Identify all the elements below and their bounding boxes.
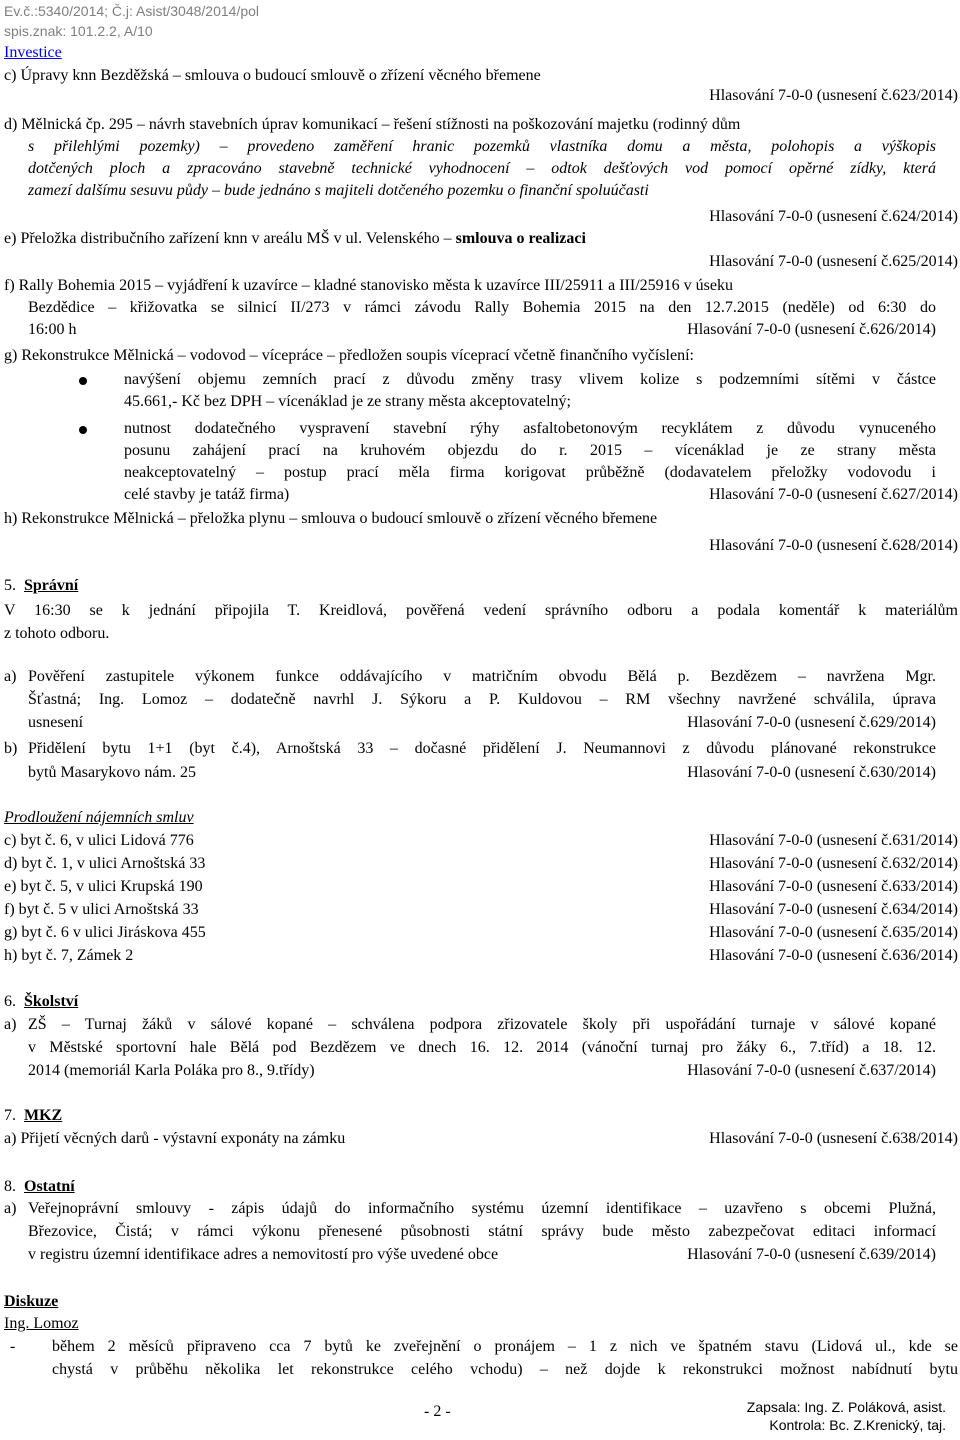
section-title: Ostatní <box>24 1178 75 1195</box>
item-text-line: zamezí dalšímu sesuvu půdy – bude jednáno s majiteli dotčeného pozemku o finanční spoluúčasti <box>28 182 649 199</box>
item-f-investice-body <box>28 298 936 340</box>
reference-number: Ev.č.:5340/2014; Č.j: Asist/3048/2014/pol <box>4 3 260 19</box>
vote-result: Hlasování 7-0-0 (usnesení č.625/2014) <box>709 253 958 270</box>
bullet-icon <box>78 425 88 435</box>
item-marker: a) <box>4 1200 17 1217</box>
vote-result: Hlasování 7-0-0 (usnesení č.636/2014) <box>709 947 958 964</box>
item-text-line: dotčených ploch a zpracováno stavebně technické vyhodnocení – odtok dešťových vod pomocí opěrné zídky, která <box>28 160 936 177</box>
item-f-investice <box>4 276 958 296</box>
checked-by: Kontrola: Bc. Z.Krenický, taj. <box>769 1417 946 1433</box>
vote-result: Hlasování 7-0-0 (usnesení č.634/2014) <box>709 901 958 918</box>
lease-item: e) byt č. 5, v ulici Krupská 190 Hlasování 7-0-0 (usnesení č.633/2014) <box>4 878 958 895</box>
item-e-investice <box>4 229 958 272</box>
bullet-line: nutnost dodatečného vyspravení stavební rýhy asfaltobetonovým recyklátem z důvodu vynuceného <box>124 420 936 437</box>
item-a-ostatni-body: Veřejnoprávní smlouvy - zápis údajů do informačního systému územní identifikace – uzavřeno s obcemi Plužná, Březovice, Čistá; v rámci výkonu přenesené působnosti státní správy bude město zabezpečovat editaci informací v registru územní identifikace adres a nemovitostí pro výše uvedené obce Hlasování 7-0-0 (usnesení č.639/2014) <box>28 1200 936 1263</box>
item-text-line: 16:00 h <box>28 321 77 338</box>
section-6-heading: 6. Školství <box>4 993 79 1010</box>
section-link-investice[interactable] <box>4 43 958 63</box>
vote-result: Hlasování 7-0-0 (usnesení č.623/2014) <box>709 87 958 104</box>
lease-item: f) byt č. 5 v ulici Arnoštská 33 Hlasování 7-0-0 (usnesení č.634/2014) <box>4 901 958 918</box>
section-title: Správní <box>24 577 79 594</box>
vote-result: Hlasování 7-0-0 (usnesení č.627/2014) <box>709 486 958 503</box>
item-marker: a) <box>4 1016 17 1033</box>
item-c-investice <box>4 66 958 106</box>
item-text: Přeložka distribučního zařízení knn v areálu MŠ v ul. Velenského – <box>20 230 456 247</box>
vote-result: Hlasování 7-0-0 (usnesení č.626/2014) <box>687 321 936 338</box>
footer-signatures <box>686 1398 946 1434</box>
vote-result: Hlasování 7-0-0 (usnesení č.632/2014) <box>709 855 958 872</box>
vote-result: Hlasování 7-0-0 (usnesení č.624/2014) <box>709 208 958 225</box>
vote-result: Hlasování 7-0-0 (usnesení č.635/2014) <box>709 924 958 941</box>
discussion-heading: Diskuze <box>4 1293 59 1310</box>
item-d-investice-body <box>28 137 936 201</box>
vote-result: Hlasování 7-0-0 (usnesení č.631/2014) <box>709 832 958 849</box>
bullet-icon <box>78 376 88 386</box>
lease-item: h) byt č. 7, Zámek 2 Hlasování 7-0-0 (usnesení č.636/2014) <box>4 947 958 964</box>
vote-result: Hlasování 7-0-0 (usnesení č.639/2014) <box>687 1246 936 1263</box>
lease-item: c) byt č. 6, v ulici Lidová 776 Hlasování 7-0-0 (usnesení č.631/2014) <box>4 832 958 849</box>
vote-result: Hlasování 7-0-0 (usnesení č.638/2014) <box>709 1130 958 1147</box>
bullet-line: 45.661,- Kč bez DPH – vícenáklad je ze strany města akceptovatelný; <box>124 393 571 410</box>
item-marker: d) <box>4 116 18 133</box>
vote-result: Hlasování 7-0-0 (usnesení č.637/2014) <box>687 1062 936 1079</box>
lease-list <box>4 831 958 969</box>
item-b-spravni-body: Přidělení bytu 1+1 (byt č.4), Arnoštská 33 – dočasné přidělení J. Neumannovi z důvodu plánované rekonstrukce bytů Masarykovo nám. 25 Hlasování 7-0-0 (usnesení č.630/2014) <box>28 740 936 781</box>
item-marker: e) <box>4 230 17 247</box>
page-number: - 2 - <box>424 1403 451 1420</box>
item-text: Rekonstrukce Mělnická – přeložka plynu – smlouva o budoucí smlouvě o zřízení věcného břemene <box>21 510 658 527</box>
recorded-by: Zapsala: Ing. Z. Poláková, asist. <box>746 1399 946 1415</box>
item-a-mkz: a) Přijetí věcných darů - výstavní exponáty na zámku Hlasování 7-0-0 (usnesení č.638/2014) <box>4 1130 958 1147</box>
vote-result: Hlasování 7-0-0 (usnesení č.633/2014) <box>709 878 958 895</box>
item-text-line: Bezdědice – křižovatka se silnicí II/273 v rámci závodu Rally Bohemia 2015 na den 12.7.2015 (neděle) od 6:30 do <box>28 299 936 316</box>
section-5-heading: 5. Správní <box>4 577 79 594</box>
item-marker: b) <box>4 740 18 757</box>
discussion-text: během 2 měsíců připraveno cca 7 bytů ke zveřejnění o pronájem – 1 z nich ve špatném stavu (Lidová ul., kde se chystá v průběhu několika let rekonstrukce celého vchodu) – než dojde k rekonstrukci možnost nabídnutí bytu <box>52 1338 958 1378</box>
item-text: Úpravy knn Bezděžská – smlouva o budoucí smlouvě o zřízení věcného břemene <box>20 67 541 84</box>
item-text-line: Mělnická čp. 295 – návrh stavebních úprav komunikací – řešení stížnosti na poškozování majetku (rodinný dům <box>21 116 741 133</box>
section-7-heading: 7. MKZ <box>4 1107 63 1124</box>
item-text-bold: smlouva o realizaci <box>455 230 586 247</box>
item-a-skolstvi-body: ZŠ – Turnaj žáků v sálové kopané – schválena podpora zřizovatele školy při uspořádání turnaje v sálové kopané v Městské sportovní hale Bělá pod Bezdězem ve dnech 16. 12. 2014 (vánoční turnaj pro žáky 6., 7.tříd) a 18. 12. 2014 (memoriál Karla Poláka pro 8., 9.třídy) Hlasování 7-0-0 (usnesení č.637/2014) <box>28 1016 936 1079</box>
bullet-line: celé stavby je tatáž firma) <box>124 486 290 503</box>
item-marker: a) <box>4 1130 17 1147</box>
vote-result: Hlasování 7-0-0 (usnesení č.629/2014) <box>687 714 936 731</box>
section-title: Školství <box>24 993 79 1010</box>
item-text: Rekonstrukce Mělnická – vodovod – vícepráce – předložen soupis víceprací včetně finančního vyčíslení: <box>21 347 694 364</box>
lease-item: d) byt č. 1, v ulici Arnoštská 33 Hlasování 7-0-0 (usnesení č.632/2014) <box>4 855 958 872</box>
item-text-line: Rally Bohemia 2015 – vyjádření k uzavírce – kladné stanovisko města k uzavírce III/25911 a III/25916 v úseku <box>18 277 733 294</box>
section-5-intro: V 16:30 se k jednání připojila T. Kreidlová, pověřená vedení správního odboru a podala komentář k materiálům z tohoto odboru. <box>4 602 958 642</box>
item-marker: a) <box>4 668 17 685</box>
bullet-line: neakceptovatelný – postup prací měla firma korigovat průběžně (dodavatelem přeložky vodovodu i <box>124 464 936 481</box>
vote-result: Hlasování 7-0-0 (usnesení č.630/2014) <box>687 764 936 781</box>
item-d-investice <box>4 115 958 135</box>
file-mark: spis.znak: 101.2.2, A/10 <box>4 23 153 39</box>
section-title: MKZ <box>24 1107 63 1124</box>
bullet-item <box>124 370 936 412</box>
item-a-spravni-body: Pověření zastupitele výkonem funkce oddávajícího v matričním obvodu Bělá p. Bezdězem – navržena Mgr. Šťastná; Ing. Lomoz – dodatečně navrhl J. Sýkoru a P. Kuldovou – RM všechny navržené schválila, úprava usnesení Hlasování 7-0-0 (usnesení č.629/2014) <box>28 668 936 731</box>
item-marker: c) <box>4 67 17 84</box>
item-g-investice <box>4 346 958 366</box>
bullet-line: navýšení objemu zemních prací z důvodu změny trasy vlivem kolize s podzemními sítěmi v částce <box>124 371 936 388</box>
investice-link[interactable]: Investice <box>4 44 62 61</box>
item-marker: f) <box>4 277 15 294</box>
bullet-line: posunu zahájení prací na kruhovém objezdu do r. 2015 – vícenáklad je ze strany města <box>124 442 936 459</box>
leases-subheading: Prodloužení nájemních smluv <box>4 809 194 826</box>
item-text-line: s přilehlými pozemky) – provedeno zaměření hranic pozemků vlastníka domu a města, polohopis a výškopis <box>28 138 936 155</box>
item-h-investice <box>4 509 958 556</box>
vote-result: Hlasování 7-0-0 (usnesení č.628/2014) <box>709 537 958 554</box>
item-marker: g) <box>4 347 18 364</box>
item-marker: h) <box>4 510 18 527</box>
section-8-heading: 8. Ostatní <box>4 1178 75 1195</box>
discussion-dash: - <box>10 1338 16 1355</box>
lease-item: g) byt č. 6 v ulici Jiráskova 455 Hlasování 7-0-0 (usnesení č.635/2014) <box>4 924 958 941</box>
discussion-speaker: Ing. Lomoz <box>4 1315 79 1332</box>
